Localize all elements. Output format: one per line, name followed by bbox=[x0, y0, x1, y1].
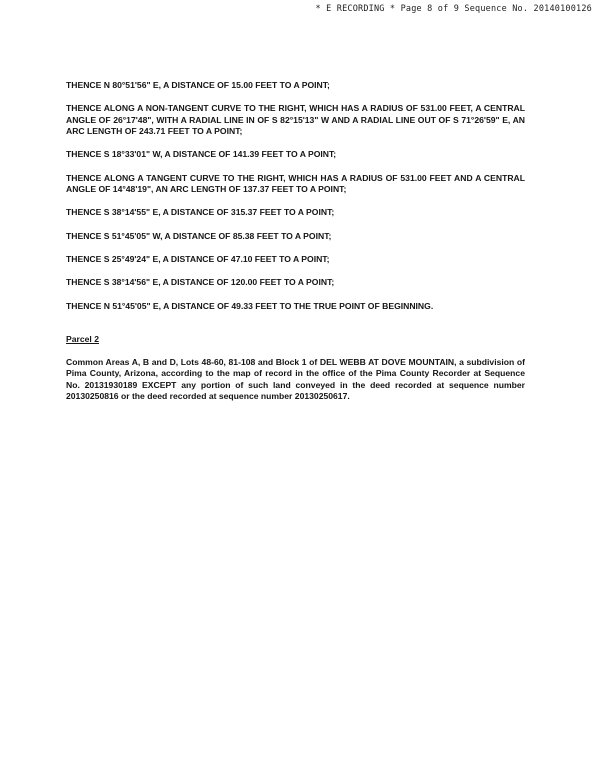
course-paragraph-7: THENCE S 25°49'24" E, A DISTANCE OF 47.10 FEET TO A POINT; bbox=[66, 253, 330, 264]
recording-header: * E RECORDING * Page 8 of 9 Sequence No. 20140100126 bbox=[315, 4, 592, 14]
course-paragraph-4: THENCE ALONG A TANGENT CURVE TO THE RIGHT, WHICH HAS A RADIUS OF 531.00 FEET AND A CENTRAL ANGLE OF 14°48'19", AN ARC LENGTH OF 137.37 FEET TO A POINT; bbox=[66, 172, 525, 194]
course-paragraph-1: THENCE N 80°51'56" E, A DISTANCE OF 15.00 FEET TO A POINT; bbox=[66, 80, 330, 90]
course-paragraph-5: THENCE S 38°14'55" E, A DISTANCE OF 315.37 FEET TO A POINT; bbox=[66, 207, 335, 218]
parcel-2-heading: Parcel 2 bbox=[66, 333, 99, 344]
course-paragraph-3: THENCE S 18°33'01" W, A DISTANCE OF 141.39 FEET TO A POINT; bbox=[66, 149, 337, 160]
parcel-2-description: Common Areas A, B and D, Lots 48-60, 81-108 and Block 1 of DEL WEBB AT DOVE MOUNTAIN, a subdivision of Pima County, Arizona, according to the map of record in the office of the Pima County Recorder at Sequence No. 20131930189 EXCEPT any portion of such land conveyed in the deed recorded at sequence number 20130250816 or the deed recorded at sequence number 20130250617. bbox=[66, 357, 525, 401]
course-paragraph-9: THENCE N 51°45'05" E, A DISTANCE OF 49.33 FEET TO THE TRUE POINT OF BEGINNING. bbox=[66, 300, 434, 311]
course-paragraph-6: THENCE S 51°45'05" W, A DISTANCE OF 85.38 FEET TO A POINT; bbox=[66, 230, 332, 241]
document-body bbox=[66, 80, 525, 414]
course-paragraph-2: THENCE ALONG A NON-TANGENT CURVE TO THE RIGHT, WHICH HAS A RADIUS OF 531.00 FEET, A CENTRAL ANGLE OF 26°17'48", WITH A RADIAL LINE IN OF S 82°15'13" W AND A RADIAL LINE OUT OF S 71°26'59" E, AN ARC LENGTH OF 243.71 FEET TO A POINT; bbox=[66, 103, 525, 136]
course-paragraph-8: THENCE S 38°14'56" E, A DISTANCE OF 120.00 FEET TO A POINT; bbox=[66, 277, 335, 288]
